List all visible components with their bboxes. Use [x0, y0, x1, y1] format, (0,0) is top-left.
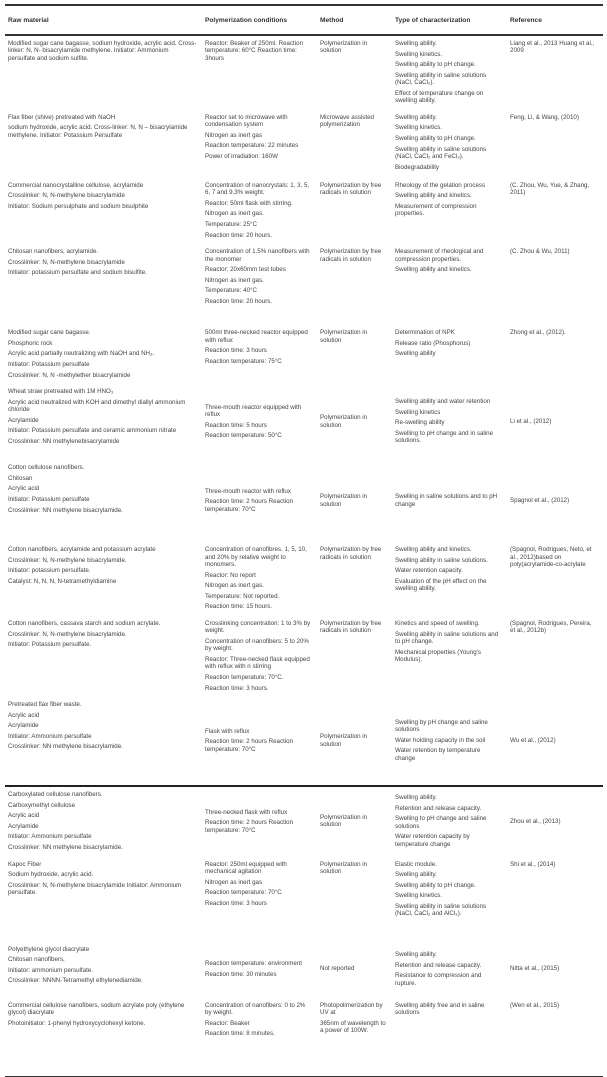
cell-polymerization-conditions	[205, 182, 320, 242]
method-line: Microwave assisted polymerization	[320, 113, 374, 129]
polymerization-conditions-line: Reaction temperature: 22 minutes	[205, 142, 299, 150]
raw-material-line: Acrylic acid neutralized with KOH and dimethyl diallyl ammonium chloride	[8, 398, 186, 414]
polymerization-conditions-line: Nitrogen as inert gas.	[205, 582, 264, 590]
polymerization-conditions-line: Temperature: Not reported.	[205, 592, 280, 600]
cell-type-of-characterization	[395, 182, 510, 242]
raw-material-line: Initiator: Sodium persulphate and sodium bisulphite	[8, 202, 149, 210]
cell-polymerization-conditions	[205, 40, 320, 108]
raw-material-line: sodium hydroxide, acrylic acid. Cross-linker: N, N – bisacrylamide methylene. Initiator: Potassium Persulfate	[8, 124, 188, 139]
raw-material-line: Polyethylene glycol diacrylate	[8, 945, 90, 953]
cell-polymerization-conditions	[205, 861, 320, 940]
raw-material-line: Cotton cellulose nanofibers.	[8, 464, 85, 472]
polymerization-conditions-line: Reaction time: 15 hours.	[205, 603, 273, 611]
raw-material-line: Crosslinker: NN methylenebisacrylamide	[8, 437, 120, 445]
polymerization-conditions-line: Concentration of 1.5% nanofibers with the monomer	[205, 248, 310, 263]
polymerization-conditions-line: Concentration of nanofibres. 1, 5, 10, and 20% by relative weight to monomers.	[205, 546, 307, 568]
polymerization-conditions-line: Reaction temperature: 70°C.	[205, 673, 284, 681]
table-row	[5, 325, 603, 384]
table-header	[5, 6, 603, 36]
raw-material-line: Crosslinker: N, N-methylene bisacrylamide.	[8, 556, 127, 564]
cell-reference	[510, 861, 603, 940]
method-line: Polymerization in solution	[320, 733, 368, 748]
cell-method	[320, 791, 395, 855]
cell-reference	[510, 1002, 603, 1074]
method-line: Polymerization by free radicals in solution	[320, 619, 382, 635]
cell-raw-material	[5, 464, 205, 540]
cell-method	[320, 114, 395, 176]
raw-material-line: Pretreated flax fiber waste.	[8, 701, 82, 709]
reference-line: Spagnol et al., (2012)	[510, 496, 570, 504]
type-of-characterization-line: Swelling kinetics.	[395, 50, 443, 58]
reference-line: Feng, Li, & Wang, (2010)	[510, 113, 579, 121]
type-of-characterization-line: Swelling kinetics	[395, 408, 441, 416]
polymerization-conditions-line: Reactor: Beaker	[205, 1019, 250, 1027]
table-row	[5, 998, 603, 1076]
method-line: Photopolimerization by UV at	[320, 1001, 383, 1017]
reference-line: Liang et al., 2013 Huang et al., 2009	[510, 40, 595, 55]
type-of-characterization-line: Evaluation of the pH effect on the swelling ability.	[395, 577, 487, 593]
table-row	[5, 542, 603, 616]
polymerization-conditions-line: Temperature: 40°C	[205, 287, 257, 295]
polymerization-conditions-line: Power of irradiation: 160W	[205, 152, 278, 160]
raw-material-line: Photoinitiator: 1-phenyl hydroxycyclohexyl ketone.	[8, 1019, 146, 1027]
raw-material-line: Acrylic acid	[8, 711, 40, 719]
cell-polymerization-conditions	[205, 701, 320, 783]
cell-method	[320, 1002, 395, 1074]
polymerization-conditions-line: Reactor set to microwave with condensation system	[205, 113, 288, 129]
cell-type-of-characterization	[395, 701, 510, 783]
cell-type-of-characterization	[395, 114, 510, 176]
polymerization-conditions-line: Reaction time: 5 hours	[205, 421, 267, 429]
type-of-characterization-line: Swelling ability in saline solutions (NaCl, CaCl₂ and AlCl₃).	[395, 903, 487, 918]
reference-line: (Spagnol, Rodrigues, Pereira, et al., 2012b)	[510, 619, 592, 635]
method-line: Polymerization in solution	[320, 329, 368, 344]
type-of-characterization-line: Resistance to compression and rupture.	[395, 972, 482, 987]
cell-method	[320, 946, 395, 996]
cell-type-of-characterization	[395, 40, 510, 108]
reference-line: Shi et al., (2014)	[510, 860, 556, 868]
type-of-characterization-line: Swelling ability.	[395, 40, 437, 47]
polymerization-conditions-line: Nitrogen as inert gas.	[205, 210, 264, 218]
cell-polymerization-conditions	[205, 329, 320, 382]
type-of-characterization-line: Swelling ability and kinetics.	[395, 192, 472, 200]
header-reference: Reference	[510, 16, 542, 24]
polymerization-conditions-line: Nitrogen as inert gas	[205, 131, 263, 139]
cell-reference	[510, 40, 603, 108]
polymerization-conditions-line: Reaction time: 2 hours Reaction temperature: 70°C	[205, 819, 294, 834]
header-type-of-characterization: Type of characterization	[395, 16, 471, 24]
raw-material-line: Initiator: ammonium persulfate.	[8, 966, 93, 974]
header-polymerization-conditions: Polymerization conditions	[205, 16, 288, 24]
polymerization-conditions-line: Reaction temperature: environment	[205, 960, 302, 968]
cell-polymerization-conditions	[205, 546, 320, 614]
polymerization-conditions-line: Reactor: Beaker of 250ml. Reaction temperature: 60°C Reaction time: 3hours	[205, 40, 304, 62]
polymerization-conditions-line: Temperature: 25°C	[205, 220, 257, 228]
cell-type-of-characterization	[395, 464, 510, 540]
raw-material-line: Cotton nanofibers, acrylamide and potassium acrylate	[8, 546, 156, 554]
raw-material-line: Carboxymethyl cellulose	[8, 801, 76, 809]
cell-reference	[510, 388, 603, 458]
raw-material-line: Crosslinker: N, N -methylether bisacrylamide	[8, 371, 131, 379]
reference-line: Nitta et al., (2015)	[510, 965, 560, 973]
raw-material-line: Acrylic acid	[8, 812, 40, 820]
type-of-characterization-line: Kinetics and speed of swelling.	[395, 619, 480, 627]
cell-type-of-characterization	[395, 946, 510, 996]
table-row	[5, 616, 603, 697]
cell-raw-material	[5, 114, 205, 176]
reference-line: Wu et al., (2012)	[510, 736, 556, 744]
polymerization-conditions-line: Reaction time: 2 hours Reaction temperature: 70°C	[205, 738, 294, 753]
type-of-characterization-line: Water holding capacity in the soil	[395, 736, 486, 744]
reference-line: Li et al., (2012)	[510, 417, 552, 425]
method-line: Polymerization in solution	[320, 40, 368, 55]
cell-raw-material	[5, 248, 205, 323]
type-of-characterization-line: Swelling to pH change and in saline solutions.	[395, 430, 494, 445]
cell-method	[320, 464, 395, 540]
type-of-characterization-line: Swelling ability.	[395, 794, 437, 802]
polymerization-conditions-line: Reaction time: 2 hours Reaction temperature: 70°C	[205, 498, 294, 513]
raw-material-line: Crosslinker: N, N-methylene bisacrylamide	[8, 192, 125, 200]
raw-material-line: Sodium hydroxide, acrylic acid.	[8, 871, 94, 879]
polymerization-conditions-line: Reactor: Three-necked flask equipped with reflux with n stirring	[205, 655, 310, 671]
cell-reference	[510, 182, 603, 242]
raw-material-line: Flax fiber (shive) pretreated with NaOH	[8, 113, 116, 121]
type-of-characterization-line: Swelling ability.	[395, 871, 437, 879]
type-of-characterization-line: Swelling ability and water retention	[395, 398, 491, 406]
polymerization-conditions-line: Reaction time: 3 hours.	[205, 684, 269, 692]
method-line: Polymerization by free radicals in solution	[320, 248, 382, 263]
polymerization-conditions-line: Reaction time: 20 hours.	[205, 231, 273, 239]
type-of-characterization-line: Water retention by temperature change	[395, 747, 481, 762]
raw-material-line: Acrylic acid partially neutralizing with NaOH and NH₃.	[8, 350, 155, 358]
polymerization-conditions-line: Reaction time: 3 hours	[205, 347, 267, 355]
cell-raw-material	[5, 329, 205, 382]
cell-polymerization-conditions	[205, 388, 320, 458]
cell-reference	[510, 248, 603, 323]
type-of-characterization-line: Swelling to pH change and saline solutions	[395, 815, 487, 830]
raw-material-line: Chitosan nanofibers,	[8, 956, 65, 964]
raw-material-line: Initiator: Ammonium persulfate	[8, 833, 92, 841]
cell-raw-material	[5, 182, 205, 242]
polymerization-conditions-line: Flask with reflux	[205, 727, 250, 735]
table-row	[5, 244, 603, 325]
type-of-characterization-line: Release ratio (Phosphorus)	[395, 339, 471, 347]
cell-method	[320, 546, 395, 614]
cell-type-of-characterization	[395, 248, 510, 323]
method-line: Polymerization in solution	[320, 813, 368, 829]
raw-material-line: Initiator: Ammonium persulfate	[8, 732, 92, 740]
method-line: Polymerization in solution	[320, 493, 368, 508]
cell-polymerization-conditions	[205, 620, 320, 695]
polymerization-conditions-line: Reaction time: 30 minutes	[205, 970, 277, 978]
type-of-characterization-line: Retention and release capacity.	[395, 804, 482, 812]
cell-raw-material	[5, 620, 205, 695]
cell-raw-material	[5, 546, 205, 614]
raw-material-line: Commercial nanocrystalline cellulose, acrylamide	[8, 181, 144, 189]
raw-material-line: Crosslinker: N, N-methylene bisacrylamide.	[8, 630, 127, 638]
table-row	[5, 110, 603, 178]
cell-method	[320, 861, 395, 940]
type-of-characterization-line: Determination of NPK	[395, 329, 455, 337]
cell-raw-material	[5, 40, 205, 108]
table-row	[5, 384, 603, 460]
cell-polymerization-conditions	[205, 1002, 320, 1074]
table-row	[5, 857, 603, 942]
table-row	[5, 942, 603, 998]
method-line: Polymerization by free radicals in solution	[320, 546, 382, 561]
polymerization-conditions-line: Reactor: 20x60mm test tubes	[205, 266, 286, 274]
table-row	[5, 697, 603, 785]
type-of-characterization-line: Swelling ability in saline solutions and to pH change.	[395, 630, 499, 645]
type-of-characterization-line: Water retention capacity.	[395, 567, 463, 575]
polymerization-conditions-line: Reaction temperature: 70°C	[205, 889, 282, 897]
method-line: Polymerization in solution	[320, 860, 368, 876]
raw-material-line: Catalyst: N, N, N, N-tetramethyldiamine	[8, 577, 117, 585]
cell-type-of-characterization	[395, 791, 510, 855]
cell-method	[320, 388, 395, 458]
polymerization-conditions-line: Nitrogen as inert gas.	[205, 276, 264, 284]
table-row	[5, 178, 603, 244]
type-of-characterization-line: Swelling ability to pH change.	[395, 61, 476, 69]
cell-method	[320, 182, 395, 242]
raw-material-line: Initiator: Potassium persulfate	[8, 495, 90, 503]
characterization-table	[5, 0, 603, 1077]
polymerization-conditions-line: Reaction temperature: 75°C	[205, 357, 282, 365]
type-of-characterization-line: Swelling ability and kinetics.	[395, 266, 472, 274]
cell-method	[320, 40, 395, 108]
polymerization-conditions-line: Reaction temperature: 50°C	[205, 432, 282, 440]
cell-raw-material	[5, 861, 205, 940]
method-line: 365nm of wavelength to a power of 100W.	[320, 1019, 386, 1035]
table-frame	[5, 4, 603, 1077]
reference-line: (Wen et al., 2015)	[510, 1001, 560, 1009]
type-of-characterization-line: Rheology of the gelation process	[395, 181, 486, 189]
type-of-characterization-line: Mechanical properties (Young's Modulus).	[395, 648, 481, 663]
cell-raw-material	[5, 1002, 205, 1074]
cell-reference	[510, 464, 603, 540]
method-line: Polymerization in solution	[320, 414, 368, 429]
reference-line: (C. Zhou, Wu, Yue, & Zhang, 2011)	[510, 181, 590, 197]
cell-type-of-characterization	[395, 861, 510, 940]
table-row	[5, 36, 603, 110]
cell-reference	[510, 546, 603, 614]
type-of-characterization-line: Elastic module.	[395, 860, 437, 868]
raw-material-line: Initiator: Potassium persulfate and ceramic ammonium nitrate	[8, 427, 177, 435]
method-line: Not reported	[320, 965, 355, 973]
raw-material-line: Acrylic acid	[8, 485, 40, 493]
raw-material-line: Acrylamide	[8, 722, 39, 730]
raw-material-line: Modified sugar cane bagasse.	[8, 329, 91, 337]
type-of-characterization-line: Swelling ability in saline solutions (NaCl, CaCl₂ and FeCl₃).	[395, 145, 487, 160]
polymerization-conditions-line: Concentration of nanocrystals: 1, 3, 5, 6, 7 and 9.3% weight.	[205, 181, 310, 197]
type-of-characterization-line: Water retention capacity by temperature change	[395, 833, 470, 848]
type-of-characterization-line: Swelling ability to pH change.	[395, 881, 476, 889]
raw-material-line: Crosslinker: NNNN-Tetramethyl ethylenediamide.	[8, 977, 143, 985]
polymerization-conditions-line: Reactor: 50ml flask with stirring.	[205, 199, 293, 207]
type-of-characterization-line: Swelling ability in saline solutions (NaCl, CaCl₂).	[395, 71, 487, 87]
raw-material-line: Initiator: potassium persulfate.	[8, 567, 91, 575]
cell-raw-material	[5, 701, 205, 783]
raw-material-line: Crosslinker: NN methylene bisacrylamide.	[8, 506, 123, 514]
cell-polymerization-conditions	[205, 464, 320, 540]
cell-reference	[510, 329, 603, 382]
polymerization-conditions-line: Three-mouth reactor equipped with reflux	[205, 403, 302, 418]
cell-raw-material	[5, 388, 205, 458]
type-of-characterization-line: Swelling kinetics.	[395, 124, 443, 132]
type-of-characterization-line: Biodegradability	[395, 163, 440, 171]
cell-polymerization-conditions	[205, 114, 320, 176]
polymerization-conditions-line: Reactor: 250ml equipped with mechanical agitation	[205, 860, 287, 876]
cell-reference	[510, 946, 603, 996]
polymerization-conditions-line: Reactor: No report	[205, 571, 256, 579]
type-of-characterization-line: Swelling ability.	[395, 113, 437, 121]
raw-material-line: Modified sugar cane bagasse, sodium hydroxide, acrylic acid. Cross-linker: N, N- bisacrylamide methylene. Initiator: Ammonium persulfate and sodium sulfite.	[8, 40, 197, 62]
polymerization-conditions-line: Crosslinking concentration: 1 to 3% by weight.	[205, 619, 311, 635]
raw-material-line: Crosslinker: NN methylene bisacrylamide.	[8, 844, 123, 852]
raw-material-line: Wheat straw pretreated with 1M HNO₃	[8, 388, 114, 396]
cell-reference	[510, 114, 603, 176]
raw-material-line: Acrylamide	[8, 416, 39, 424]
type-of-characterization-line: Measurement of compression properties.	[395, 202, 477, 218]
type-of-characterization-line: Swelling ability and kinetics.	[395, 546, 472, 554]
polymerization-conditions-line: Nitrogen as inert gas	[205, 878, 263, 886]
table-body	[5, 36, 603, 1076]
cell-method	[320, 329, 395, 382]
type-of-characterization-line: Swelling ability free and in saline solutions	[395, 1001, 485, 1017]
table-row	[5, 460, 603, 542]
polymerization-conditions-line: Concentration of nanofibers: 5 to 20% by weight.	[205, 637, 309, 653]
cell-reference	[510, 701, 603, 783]
cell-polymerization-conditions	[205, 248, 320, 323]
type-of-characterization-line: Swelling ability	[395, 350, 436, 358]
polymerization-conditions-line: Reaction time: 20 hours.	[205, 297, 273, 305]
type-of-characterization-line: Retention and release capacity.	[395, 961, 482, 969]
type-of-characterization-line: Effect of temperature change on swelling ability.	[395, 89, 484, 105]
raw-material-line: Initiator: Potassium persulfate	[8, 360, 90, 368]
method-line: Polymerization by free radicals in solution	[320, 181, 382, 197]
type-of-characterization-line: Re-swelling ability	[395, 419, 445, 427]
polymerization-conditions-line: Three-mouth reactor with reflux	[205, 487, 291, 495]
raw-material-line: Phosphoric rock	[8, 339, 53, 347]
cell-reference	[510, 791, 603, 855]
raw-material-line: Acrylamide	[8, 822, 39, 830]
polymerization-conditions-line: Reaction time: 3 hours	[205, 899, 267, 907]
polymerization-conditions-line: Three-necked flask with reflux	[205, 808, 288, 816]
type-of-characterization-line: Swelling by pH change and saline solutions	[395, 718, 488, 734]
raw-material-line: Crosslinker: N, N-methylene bisacrylamide Initiator: Ammonium persulfate.	[8, 881, 182, 897]
raw-material-line: Initiator: potassium persulfate and sodium bisulfite.	[8, 269, 147, 277]
reference-line: (C. Zhou & Wu, 2011)	[510, 248, 570, 256]
cell-type-of-characterization	[395, 388, 510, 458]
type-of-characterization-line: Swelling ability in saline solutions.	[395, 556, 488, 564]
type-of-characterization-line: Swelling kinetics.	[395, 892, 443, 900]
header-method: Method	[320, 16, 344, 24]
raw-material-line: Cotton nanofibers, cassava starch and sodium acrylate.	[8, 619, 161, 627]
reference-line: Zhou et al., (2013)	[510, 817, 561, 825]
cell-type-of-characterization	[395, 329, 510, 382]
raw-material-line: Carboxylated cellulose nanofibers.	[8, 791, 103, 799]
cell-method	[320, 701, 395, 783]
polymerization-conditions-line: Reaction time: 8 minutes.	[205, 1030, 275, 1038]
cell-type-of-characterization	[395, 620, 510, 695]
type-of-characterization-line: Swelling ability.	[395, 951, 437, 959]
raw-material-line: Crosslinker: N, N-methylene bisacrylamide	[8, 258, 125, 266]
raw-material-line: Crosslinker: NN methylene bisacrylamide.	[8, 743, 123, 751]
type-of-characterization-line: Measurement of rheological and compression properties.	[395, 248, 484, 263]
cell-polymerization-conditions	[205, 946, 320, 996]
reference-line: Zhong et al., (2012).	[510, 329, 566, 337]
cell-method	[320, 248, 395, 323]
cell-polymerization-conditions	[205, 791, 320, 855]
cell-raw-material	[5, 946, 205, 996]
type-of-characterization-line: Swelling in saline solutions and to pH change	[395, 493, 498, 508]
raw-material-line: Kapoc Fiber	[8, 860, 42, 868]
raw-material-line: Chitosan nanofibers, acrylamide.	[8, 248, 99, 256]
cell-method	[320, 620, 395, 695]
header-raw-material: Raw material	[8, 16, 49, 24]
table-row	[5, 785, 603, 857]
cell-raw-material	[5, 791, 205, 855]
cell-type-of-characterization	[395, 1002, 510, 1074]
cell-reference	[510, 620, 603, 695]
reference-line: (Spagnol, Rodrigues, Neto, et al., 2012)based on poly(acrylamide-co-acrylate	[510, 546, 592, 568]
cell-type-of-characterization	[395, 546, 510, 614]
type-of-characterization-line: Swelling ability to pH change.	[395, 134, 476, 142]
raw-material-line: Chitosan	[8, 474, 33, 482]
polymerization-conditions-line: 500ml three-necked reactor equipped with reflux	[205, 329, 308, 344]
raw-material-line: Initiator: Potassium persulfate.	[8, 641, 92, 649]
raw-material-line: Commercial cellulose nanofibers, sodium acrylate poly (ethylene glycol) diacrylate	[8, 1001, 185, 1017]
polymerization-conditions-line: Concentration of nanofibers: 0 to 2% by weight.	[205, 1001, 306, 1017]
